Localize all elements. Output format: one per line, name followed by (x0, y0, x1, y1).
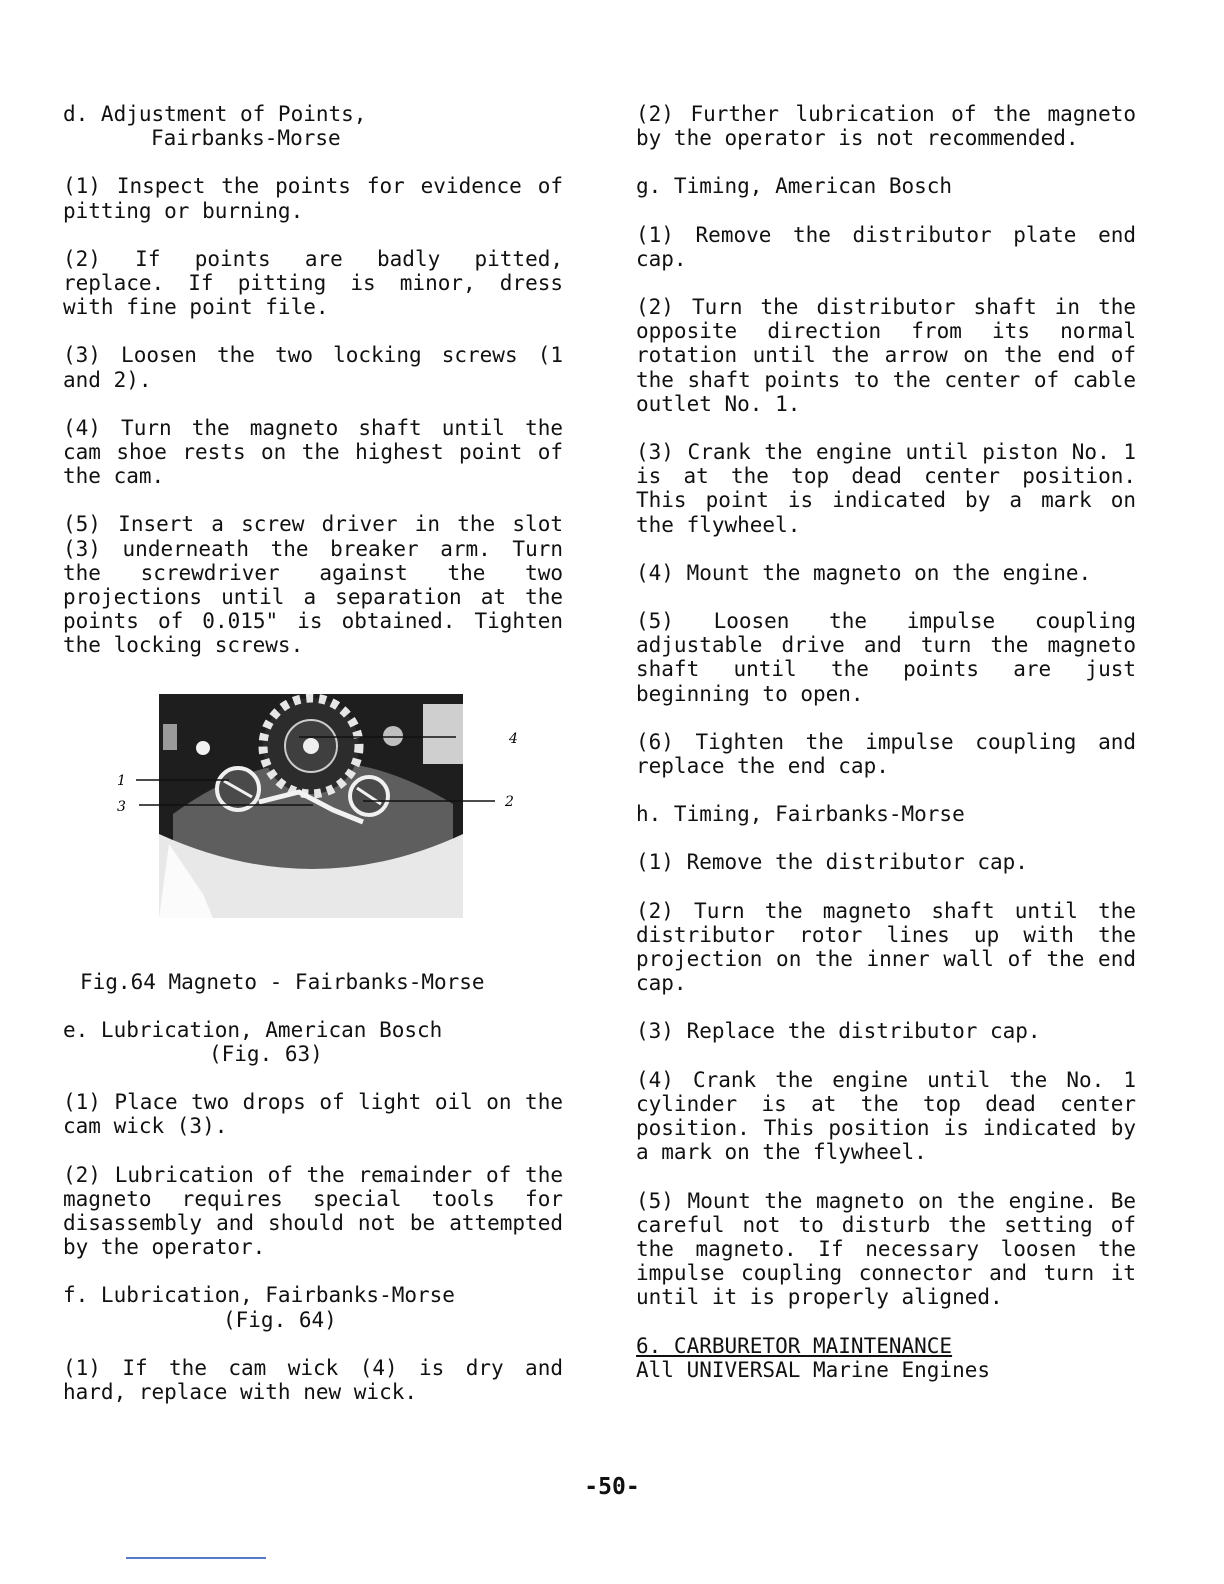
section-d-step-3: (3) Loosen the two locking screws (1 and 2). (63, 343, 563, 392)
right-bracket (423, 704, 463, 764)
section-g-step-4: (4) Mount the magneto on the engine. (636, 560, 1092, 585)
section-e-step-1: (1) Place two drops of light oil on the cam wick (3). (63, 1090, 563, 1139)
section-d-subtitle: Fairbanks-Morse (151, 126, 341, 151)
rivet (196, 741, 210, 755)
section-6-line: All UNIVERSAL Marine Engines (636, 1357, 991, 1382)
section-g-step-3: (3) Crank the engine until piston No. 1 is at the top dead center position. This point is indicated by a mark on the flywheel. (636, 440, 1136, 537)
figure-64 (63, 684, 563, 964)
section-g-step-5: (5) Loosen the impulse coupling adjustable drive and turn the magneto shaft until the points are just beginning to open. (636, 609, 1136, 706)
cam-center (303, 738, 319, 754)
section-e-subtitle: (Fig. 63) (209, 1042, 323, 1067)
section-d-step-5: (5) Insert a screw driver in the slot (3) underneath the breaker arm. Turn the screwdriver against the two projections until a separation at the points of 0.015" is obtained. Tighten the locking screws. (63, 512, 563, 658)
section-f-step-1: (1) If the cam wick (4) is dry and hard, replace with new wick. (63, 1355, 563, 1405)
section-d-step-4: (4) Turn the magneto shaft until the cam shoe rests on the highest point of the cam. (63, 415, 563, 489)
right-column (636, 102, 1136, 1382)
section-6 (636, 1334, 1136, 1382)
section-6-heading: 6. CARBURETOR MAINTENANCE (636, 1333, 953, 1358)
left-edge (163, 724, 177, 750)
section-e-title: e. Lubrication, American Bosch (63, 1017, 443, 1042)
section-e-heading (63, 1018, 563, 1066)
figure-caption: Fig.64 Magneto - Fairbanks-Morse (80, 969, 485, 994)
page-number: -50- (584, 1474, 640, 1500)
section-h-step-3: (3) Replace the distributor cap. (636, 1019, 1041, 1044)
footer-rule (126, 1557, 266, 1559)
callout-4: 4 (509, 730, 518, 747)
left-column (63, 102, 563, 1428)
section-g-step-1: (1) Remove the distributor plate end cap. (636, 222, 1136, 271)
section-h-step-1: (1) Remove the distributor cap. (636, 850, 1028, 875)
section-e-step-2: (2) Lubrication of the remainder of the magneto requires special tools for disassembly and should not be attempted by the operator. (63, 1162, 563, 1260)
magneto-photo (63, 684, 563, 964)
section-h-heading: h. Timing, Fairbanks-Morse (636, 802, 965, 827)
section-d-title: d. Adjustment of Points, (63, 102, 367, 126)
callout-3: 3 (117, 798, 126, 815)
section-g-step-2: (2) Turn the distributor shaft in the opposite direction from its normal rotation until the arrow on the end of the shaft points to the center of cable outlet No. 1. (636, 295, 1136, 416)
section-d-step-2: (2) If points are badly pitted, replace. If pitting is minor, dress with fine point file. (63, 246, 563, 320)
section-f-step-2: (2) Further lubrication of the magneto by the operator is not recommended. (636, 102, 1136, 151)
callout-1: 1 (117, 772, 126, 789)
section-d-heading (63, 102, 563, 150)
section-h-step-5: (5) Mount the magneto on the engine. Be careful not to disturb the setting of the magneto. If necessary loosen the impulse coupling connector and turn it until it is properly aligned. (636, 1188, 1136, 1310)
section-g-step-6: (6) Tighten the impulse coupling and replace the end cap. (636, 729, 1136, 779)
section-h-step-2: (2) Turn the magneto shaft until the distributor rotor lines up with the projection on the inner wall of the end cap. (636, 898, 1136, 996)
section-f-subtitle: (Fig. 64) (223, 1307, 337, 1332)
section-f-heading (63, 1283, 563, 1331)
pivot (383, 726, 403, 746)
section-g-heading: g. Timing, American Bosch (636, 174, 953, 199)
section-f-title: f. Lubrication, Fairbanks-Morse (63, 1283, 455, 1308)
section-h-step-4: (4) Crank the engine until the No. 1 cylinder is at the top dead center position. This position is indicated by a mark on the flywheel. (636, 1067, 1136, 1165)
section-d-step-1: (1) Inspect the points for evidence of pitting or burning. (63, 174, 563, 223)
callout-2: 2 (505, 793, 514, 810)
